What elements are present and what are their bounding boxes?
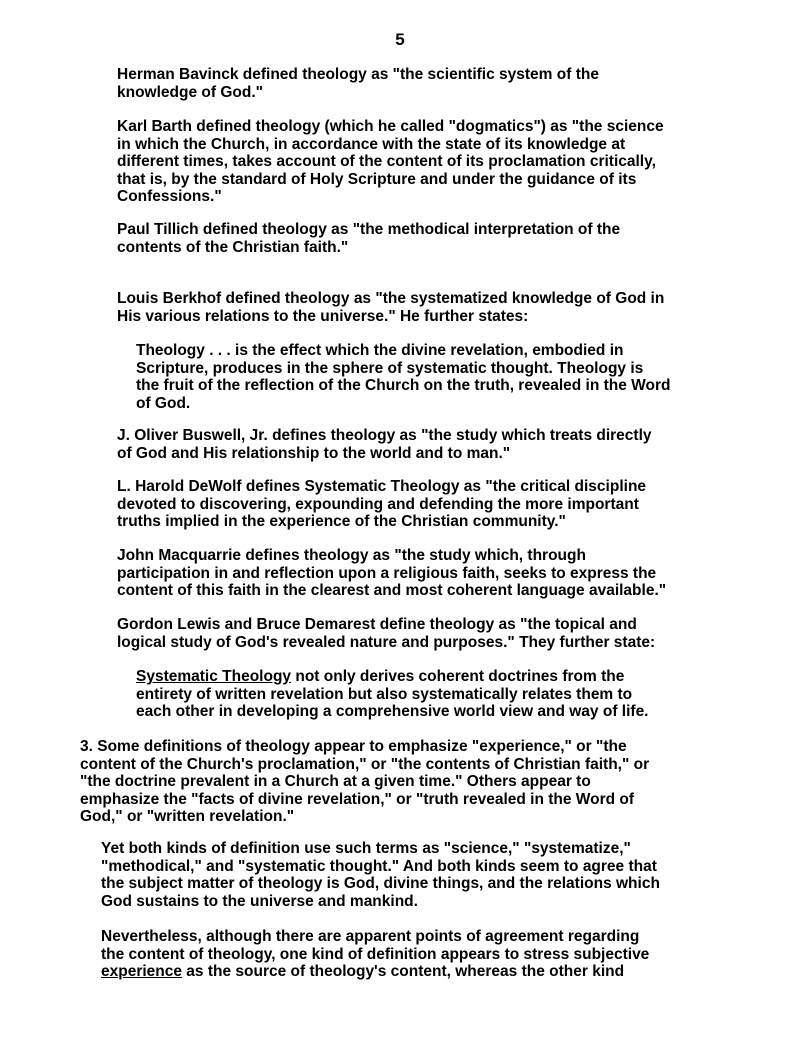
paragraph-text: Nevertheless, although there are apparent points of agreement regarding the content of theology, one kind of definition appears to stress subjective [101,928,650,963]
paragraph-tillich: Paul Tillich defined theology as "the methodical interpretation of the contents of the Christian faith." [117,221,621,256]
paragraph-buswell: J. Oliver Buswell, Jr. defines theology as "the study which treats directly of God and His relationship to the world and to man." [117,427,652,462]
paragraph-yet-both: Yet both kinds of definition use such terms as "science," "systematize," "methodical," and "systematic thought." And both kinds seem to agree that the subject matter of theology is God, divine things, and the relations which God sustains to the universe and mankind. [101,840,660,910]
block-quote-lewis [136,668,649,721]
page-number: 5 [395,30,405,49]
paragraph-lewis: Gordon Lewis and Bruce Demarest define theology as "the topical and logical study of God's revealed nature and purposes." They further state: [117,616,656,651]
paragraph-barth: Karl Barth defined theology (which he called "dogmatics") as "the science in which the Church, in accordance with the state of its knowledge at different times, takes account of the content of its proclamation critically, that is, by the standard of Holy Scripture and under the guidance of its Confessions." [117,118,664,205]
underlined-term: experience [101,963,182,980]
quote-text: not only derives coherent doctrines from the entirety of written revelation but also systematically relates them to each other in developing a comprehensive world view and way of life. [136,668,649,720]
paragraph-bavinck: Herman Bavinck defined theology as "the scientific system of the knowledge of God." [117,66,599,101]
paragraph-macquarrie: John Macquarrie defines theology as "the study which, through participation in and reflection upon a religious faith, seeks to express the content of this faith in the clearest and most coherent language available." [117,547,667,599]
paragraph-point-3: 3. Some definitions of theology appear to emphasize "experience," or "the content of the Church's proclamation," or "the contents of Christian faith," or "the doctrine prevalent in a Church at a given time." Others appear to emphasize the "facts of divine revelation," or "truth revealed in the Word of God," or "written revelation." [80,738,650,825]
block-quote-berkhof: Theology . . . is the effect which the divine revelation, embodied in Scripture, produces in the sphere of systematic thought. Theology is the fruit of the reflection of the Church on the truth, revealed in the Word of God. [136,342,671,412]
paragraph-dewolf: L. Harold DeWolf defines Systematic Theology as "the critical discipline devoted to discovering, expounding and defending the more important truths implied in the experience of the Christian community." [117,478,647,530]
paragraph-text: as the source of theology's content, whereas the other kind [182,963,625,980]
underlined-term: Systematic Theology [136,668,292,685]
paragraph-nevertheless [101,928,649,981]
paragraph-berkhof: Louis Berkhof defined theology as "the systematized knowledge of God in His various relations to the universe." He further states: [117,290,665,325]
